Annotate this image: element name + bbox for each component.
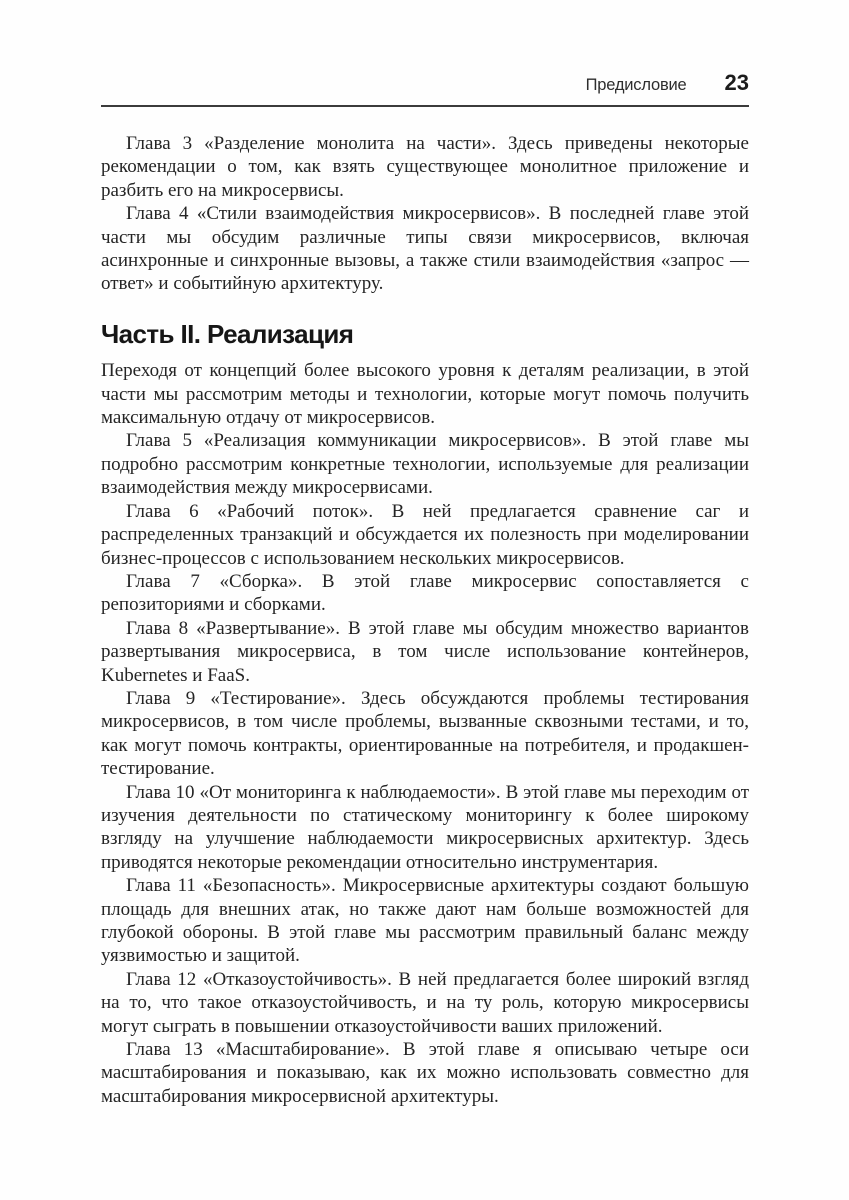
running-head — [101, 70, 749, 107]
paragraph-chapter-9: Глава 9 «Тестирование». Здесь обсуждаются проблемы тестирования микросервисов, в том числе проблемы, вызванные сквозными тестами, и то, как могут помочь контракты, ориентированные на потребителя, и продакшен-тестирование. — [101, 687, 749, 780]
part-heading: Часть II. Реализация — [101, 318, 354, 349]
page-number: 23 — [724, 70, 749, 95]
paragraph-chapter-11: Глава 11 «Безопасность». Микросервисные архитектуры создают большую площадь для внешних атак, но также дают нам больше возможностей для глубокой обороны. В этой главе мы рассмотрим правильный баланс между уязвимостью и защитой. — [101, 875, 749, 967]
paragraph-chapter-10: Глава 10 «От мониторинга к наблюдаемости». В этой главе мы переходим от изучения деятельности по статическому мониторингу к более широкому взгляду на улучшение наблюдаемости микросервисных архитектур. Здесь приводятся некоторые рекомендации относительно инструментария. — [101, 781, 749, 873]
paragraph-chapter-6: Глава 6 «Рабочий поток». В ней предлагается сравнение саг и распределенных транзакций и обсуждается их полезность при моделировании бизнес-процессов с использованием нескольких микросервисов. — [101, 500, 749, 569]
paragraph-part2-intro: Переходя от концепций более высокого уровня к деталям реализации, в этой части мы рассмотрим методы и технологии, которые могут помочь получить максимальную отдачу от микросервисов. — [101, 360, 749, 429]
paragraph-chapter-5: Глава 5 «Реализация коммуникации микросервисов». В этой главе мы подробно рассмотрим конкретные технологии, используемые для реализации взаимодействия между микросервисами. — [101, 430, 749, 499]
text-column — [101, 132, 749, 1108]
paragraph-chapter-12: Глава 12 «Отказоустойчивость». В ней предлагается более широкий взгляд на то, что такое отказоустойчивость, и на ту роль, которую микросервисы могут сыграть в повышении отказоустойчивости ваших приложений. — [101, 968, 749, 1037]
paragraph-chapter-4: Глава 4 «Стили взаимодействия микросервисов». В последней главе этой части мы обсудим различные типы связи микросервисов, включая асинхронные и синхронные вызовы, а также стили взаимодействия «запрос — ответ» и событийную архитектуру. — [101, 203, 749, 295]
paragraph-chapter-7: Глава 7 «Сборка». В этой главе микросервис сопоставляется с репозиториями и сборками. — [101, 570, 749, 616]
running-head-title: Предисловие — [585, 76, 687, 94]
paragraph-chapter-8: Глава 8 «Развертывание». В этой главе мы обсудим множество вариантов развертывания микросервиса, в том числе использование контейнеров, Kubernetes и FaaS. — [101, 617, 749, 686]
paragraph-chapter-3: Глава 3 «Разделение монолита на части». Здесь приведены некоторые рекомендации о том, как взять существующее монолитное приложение и разбить его на микросервисы. — [101, 133, 749, 201]
paragraph-chapter-13: Глава 13 «Масштабирование». В этой главе я описываю четыре оси масштабирования и показываю, как их можно использовать совместно для масштабирования микросервисной архитектуры. — [101, 1039, 749, 1107]
